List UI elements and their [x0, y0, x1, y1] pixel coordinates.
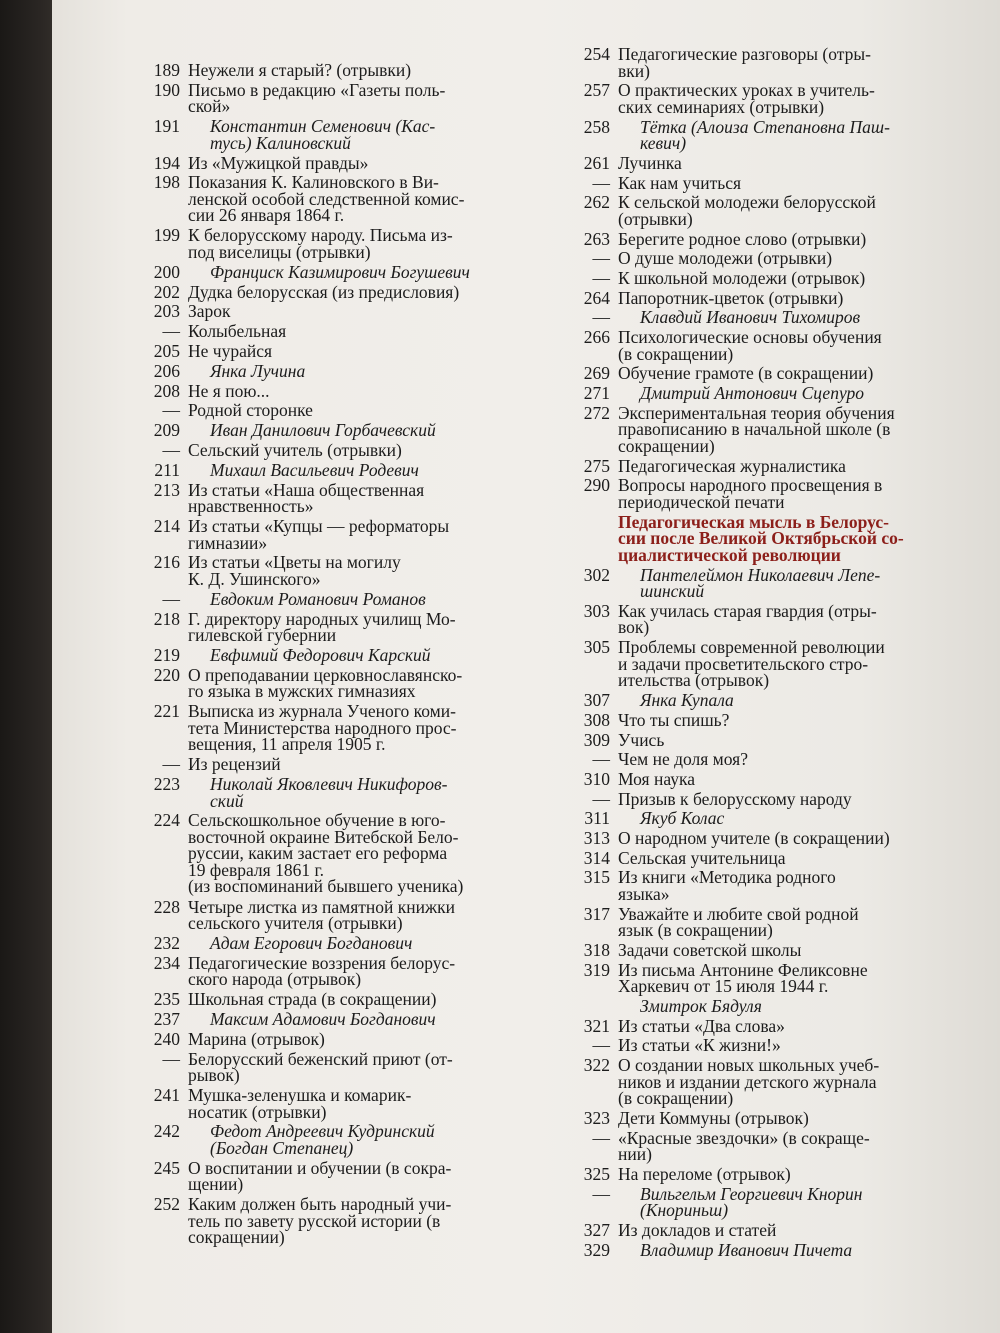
toc-entry-title: Показания К. Калиновского в Ви- ленской особой следственной комис- сии 26 января 1864 г. — [188, 172, 465, 226]
book-page — [52, 0, 1000, 1333]
toc-entry-title: Константин Семенович (Кас- тусь) Калиновский — [210, 116, 436, 153]
toc-entry-title: О душе молодежи (отрывки) — [618, 248, 833, 269]
toc-page-number: 237 — [153, 1009, 180, 1029]
toc-entry-title: К сельской молодежи белорусской (отрывки) — [618, 192, 876, 229]
toc-page-number: 319 — [583, 959, 610, 980]
toc-page-number: 257 — [583, 80, 610, 101]
toc-page-number: 214 — [153, 516, 180, 536]
toc-entry-title: Лучинка — [618, 152, 682, 173]
toc-page-number: 269 — [583, 363, 610, 384]
toc-page-number: 190 — [153, 79, 180, 100]
toc-page-number: 290 — [583, 475, 610, 496]
toc-entry-title: Из докладов и статей — [618, 1220, 777, 1240]
toc-page-number: — — [592, 1183, 610, 1204]
toc-page-number: — — [162, 400, 180, 421]
toc-page-number: — — [592, 248, 610, 269]
toc-page-number: 203 — [153, 301, 180, 322]
toc-entry-title: Что ты спишь? — [618, 709, 730, 730]
toc-entry-title: Письмо в редакцию «Газеты поль- ской» — [188, 79, 446, 117]
toc-entry-title: Белорусский беженский приют (от- рывок) — [188, 1048, 453, 1086]
toc-entry-title: К школьной молодежи (отрывок) — [618, 268, 866, 288]
toc-entry-title: Дудка белорусская (из предисловия) — [188, 281, 460, 302]
toc-entry-title: Уважайте и любите свой родной язык (в сокращении) — [618, 903, 859, 941]
toc-entry-title: Не я пою... — [188, 380, 270, 401]
toc-entry-title: Сельский учитель (отрывки) — [188, 440, 402, 460]
toc-page-number: 189 — [153, 60, 180, 80]
toc-page-number: — — [592, 749, 610, 770]
toc-entry-title: Янка Лучина — [210, 360, 306, 381]
toc-entry-title: Максим Адамович Богданович — [210, 1009, 436, 1029]
toc-entry-title: Из статьи «Купцы — реформаторы гимназии» — [188, 516, 450, 553]
toc-entry-title: Вильгельм Георгиевич Кнорин (Кнориньш) — [640, 1183, 863, 1221]
toc-entry-title: Евфимий Федорович Карский — [210, 645, 431, 665]
toc-entry-title: Якуб Колас — [640, 808, 725, 829]
toc-page-number: 308 — [583, 709, 610, 730]
toc-entry-title: К белорусскому народу. Письма из- под виселицы (отрывки) — [188, 225, 453, 262]
toc-page-number: 323 — [583, 1108, 610, 1128]
toc-page-number: 242 — [153, 1121, 180, 1142]
toc-entry-title: Призыв к белорусскому народу — [618, 788, 852, 809]
toc-page-number: 307 — [583, 690, 610, 711]
toc-page-number: — — [162, 588, 180, 609]
toc-page-number: 234 — [153, 952, 180, 973]
toc-page-number: 321 — [583, 1015, 610, 1036]
toc-page-number: 232 — [153, 933, 180, 953]
toc-page-number: 199 — [153, 225, 180, 246]
toc-entry-title: «Красные звездочки» (в сокраще- нии) — [618, 1127, 870, 1165]
toc-entry-title: Проблемы современной революции и задачи просветительского стро- ительства (отрывок) — [618, 637, 885, 691]
toc-page-number: 310 — [583, 768, 610, 789]
toc-entry-title: Клавдий Иванович Тихомиров — [640, 307, 861, 328]
toc-page-number: 303 — [583, 600, 610, 621]
toc-entry-title: Выписка из журнала Ученого коми- тета Министерства народного прос- вещения, 11 апреля 1905 г. — [188, 701, 457, 755]
toc-entry-title: Как училась старая гвардия (отры- вок) — [618, 600, 877, 638]
toc-entry-title: Родной сторонке — [188, 400, 313, 421]
toc-entry-title: Михаил Васильевич Родевич — [210, 459, 419, 480]
toc-page-number: 258 — [583, 116, 610, 137]
toc-entry-title: О народном учителе (в сокращении) — [618, 828, 890, 848]
toc-page-number: 223 — [153, 774, 180, 794]
toc-page-number: 325 — [583, 1164, 610, 1184]
toc-entry-title: Из статьи «Два слова» — [618, 1015, 785, 1036]
toc-entry-title: Из «Мужицкой правды» — [188, 152, 369, 173]
toc-entry-title: Из статьи «Наша общественная нравственность» — [188, 479, 425, 517]
toc-page-number: 322 — [583, 1055, 610, 1076]
toc-page-number: 240 — [153, 1028, 180, 1049]
toc-page-number: — — [162, 440, 180, 460]
toc-entry-title: Из рецензий — [188, 754, 281, 775]
toc-entry-title: Школьная страда (в сокращении) — [188, 989, 437, 1010]
toc-entry-title: Змитрок Бядуля — [640, 996, 762, 1016]
toc-page-number: 218 — [153, 608, 180, 629]
toc-entry-title: Зарок — [188, 301, 231, 322]
toc-page-number: 315 — [583, 867, 610, 888]
toc-entry-title: О воспитании и обучении (в сокра- щении) — [188, 1157, 452, 1195]
toc-entry-title: Обучение грамоте (в сокращении) — [618, 363, 874, 384]
toc-page-number: 206 — [153, 360, 180, 381]
toc-entry-title: Педагогическая журналистика — [618, 455, 846, 476]
toc-page-number: 327 — [583, 1220, 610, 1240]
toc-entry-title: Учись — [618, 729, 665, 750]
toc-page-number: 221 — [153, 701, 180, 722]
toc-entry-title: Колыбельная — [188, 321, 287, 342]
toc-entry-title: Как нам учиться — [618, 172, 742, 193]
toc-page-number: 213 — [153, 479, 180, 500]
toc-page-number: — — [592, 268, 610, 288]
toc-entry-title: Педагогическая мысль в Белорус- сии после Великой Октябрьской со- циалистической революции — [618, 511, 904, 565]
toc-page-number: 220 — [153, 664, 180, 685]
toc-entry-title: Четыре листка из памятной книжки сельского учителя (отрывки) — [188, 896, 455, 934]
toc-entry-title: Евдоким Романович Романов — [210, 588, 426, 609]
toc-entry-title: Берегите родное слово (отрывки) — [618, 228, 867, 249]
toc-entry-title: Из статьи «К жизни!» — [618, 1035, 781, 1056]
toc-page-number: 235 — [153, 989, 180, 1010]
toc-page-number: 309 — [583, 729, 610, 750]
toc-page-number: 245 — [153, 1157, 180, 1178]
toc-page-number: 311 — [584, 808, 610, 829]
toc-page-number: 194 — [153, 152, 180, 173]
toc-entry-title: Не чурайся — [188, 341, 273, 361]
toc-entry-title: О практических уроках в учитель- ских семинариях (отрывки) — [618, 80, 875, 117]
toc-entry-title: Иван Данилович Горбачевский — [210, 420, 436, 441]
toc-entry-title: О преподавании церковнославянско- го языка в мужских гимназиях — [188, 664, 463, 702]
toc-entry-title: Дмитрий Антонович Сцепуро — [640, 383, 864, 404]
toc-page-number: 305 — [583, 637, 610, 658]
toc-entry-title: Владимир Иванович Пичета — [640, 1239, 853, 1260]
toc-entry-title: Из книги «Методика родного языка» — [618, 867, 836, 904]
toc-entry-title: Вопросы народного просвещения в периодической печати — [618, 475, 883, 512]
toc-entry-title: Из статьи «Цветы на могилу К. Д. Ушинского» — [188, 552, 401, 589]
toc-page-number: 208 — [153, 380, 180, 401]
toc-entry-title: Из письма Антонине Феликсовне Харкевич от 15 июля 1944 г. — [618, 959, 868, 997]
toc-page-number: 219 — [153, 645, 180, 665]
toc-entry-title: Чем не доля моя? — [618, 749, 748, 770]
toc-page-number: 317 — [583, 903, 610, 924]
toc-entry-title: Сельская учительница — [618, 847, 786, 868]
toc-entry-title: Г. директору народных училищ Мо- гилевской губернии — [188, 608, 456, 646]
toc-page-number: — — [162, 754, 180, 775]
toc-page-number: 313 — [583, 828, 610, 848]
toc-entry-title: Неужели я старый? (отрывки) — [188, 60, 412, 80]
toc-entry-title: Педагогические воззрения белорус- ского народа (отрывок) — [188, 952, 456, 990]
toc-page-number: 302 — [583, 564, 610, 585]
toc-entry-title: Задачи советской школы — [618, 940, 802, 960]
toc-entry-title: Франциск Казимирович Богушевич — [210, 261, 470, 282]
toc-page-number: 198 — [153, 172, 180, 193]
toc-page-number: 209 — [153, 420, 180, 441]
toc-entry-title: Мушка-зеленушка и комарик- носатик (отрывки) — [188, 1085, 412, 1122]
toc-page-number: — — [592, 1127, 610, 1148]
toc-page-number: 272 — [583, 402, 610, 423]
toc-page-number: 202 — [153, 281, 180, 302]
toc-entry-title: На переломе (отрывок) — [618, 1164, 791, 1184]
toc-page-number: 216 — [153, 552, 180, 573]
toc-page-number: 200 — [153, 261, 180, 282]
toc-entry-title: Федот Андреевич Кудринский (Богдан Степанец) — [210, 1121, 435, 1158]
toc-entry-title: Янка Купала — [640, 690, 734, 711]
toc-page-number: — — [592, 172, 610, 193]
toc-page-number: — — [592, 1035, 610, 1056]
toc-entry-title: Моя наука — [618, 768, 695, 789]
toc-page-number: 271 — [583, 383, 610, 404]
toc-page-number: 241 — [153, 1085, 180, 1105]
toc-page-number: 263 — [583, 228, 610, 249]
toc-page-number: 266 — [583, 327, 610, 348]
toc-entry-title: Каким должен быть народный учи- тель по завету русской истории (в сокращении) — [188, 1194, 452, 1248]
toc-page-number: — — [592, 307, 610, 328]
toc-page-number: 254 — [583, 44, 610, 64]
toc-page-number: 228 — [153, 896, 180, 917]
toc-entry-title: Экспериментальная теория обучения правописанию в начальной школе (в сокращении) — [618, 402, 895, 456]
toc-page-number: 329 — [583, 1239, 610, 1260]
toc-entry-title: О создании новых школьных учеб- ников и издании детского журнала (в сокращении) — [618, 1055, 880, 1109]
toc-page-number: 205 — [153, 341, 180, 361]
toc-page-number: 252 — [153, 1194, 180, 1215]
toc-page-number: — — [162, 1048, 180, 1069]
toc-page-number: — — [162, 321, 180, 342]
toc-page-number: 275 — [583, 455, 610, 476]
toc-page-number: 262 — [583, 192, 610, 213]
toc-entry-title: Дети Коммуны (отрывок) — [618, 1108, 809, 1128]
toc-entry-title: Тётка (Алоиза Степановна Паш- кевич) — [640, 116, 890, 154]
toc-entry-title: Адам Егорович Богданович — [210, 933, 413, 953]
toc-page-number: 211 — [154, 459, 180, 480]
toc-entry-title: Пантелеймон Николаевич Лепе- шинский — [640, 564, 881, 602]
toc-entry-title: Сельскошкольное обучение в юго- восточной окраине Витебской Бело- руссии, каким застает его реформа 19 февраля 1861 г. (из воспоминаний бывшего ученика) — [188, 810, 464, 897]
toc-page-number: 191 — [153, 116, 180, 137]
toc-entry-title: Педагогические разговоры (отры- вки) — [618, 44, 871, 81]
toc-entry-title: Марина (отрывок) — [188, 1028, 325, 1049]
toc-page-number: 264 — [583, 287, 610, 308]
toc-page-number: 261 — [583, 152, 610, 173]
toc-page-number: 318 — [583, 940, 610, 960]
toc-page-number: 314 — [583, 847, 610, 868]
toc-page-number: — — [592, 788, 610, 809]
toc-entry-title: Папоротник-цветок (отрывки) — [618, 287, 844, 308]
toc-page-number: 224 — [153, 810, 180, 831]
toc-entry-title: Николай Яковлевич Никифоров- ский — [210, 774, 448, 811]
toc-entry-title: Психологические основы обучения (в сокращении) — [618, 327, 882, 364]
